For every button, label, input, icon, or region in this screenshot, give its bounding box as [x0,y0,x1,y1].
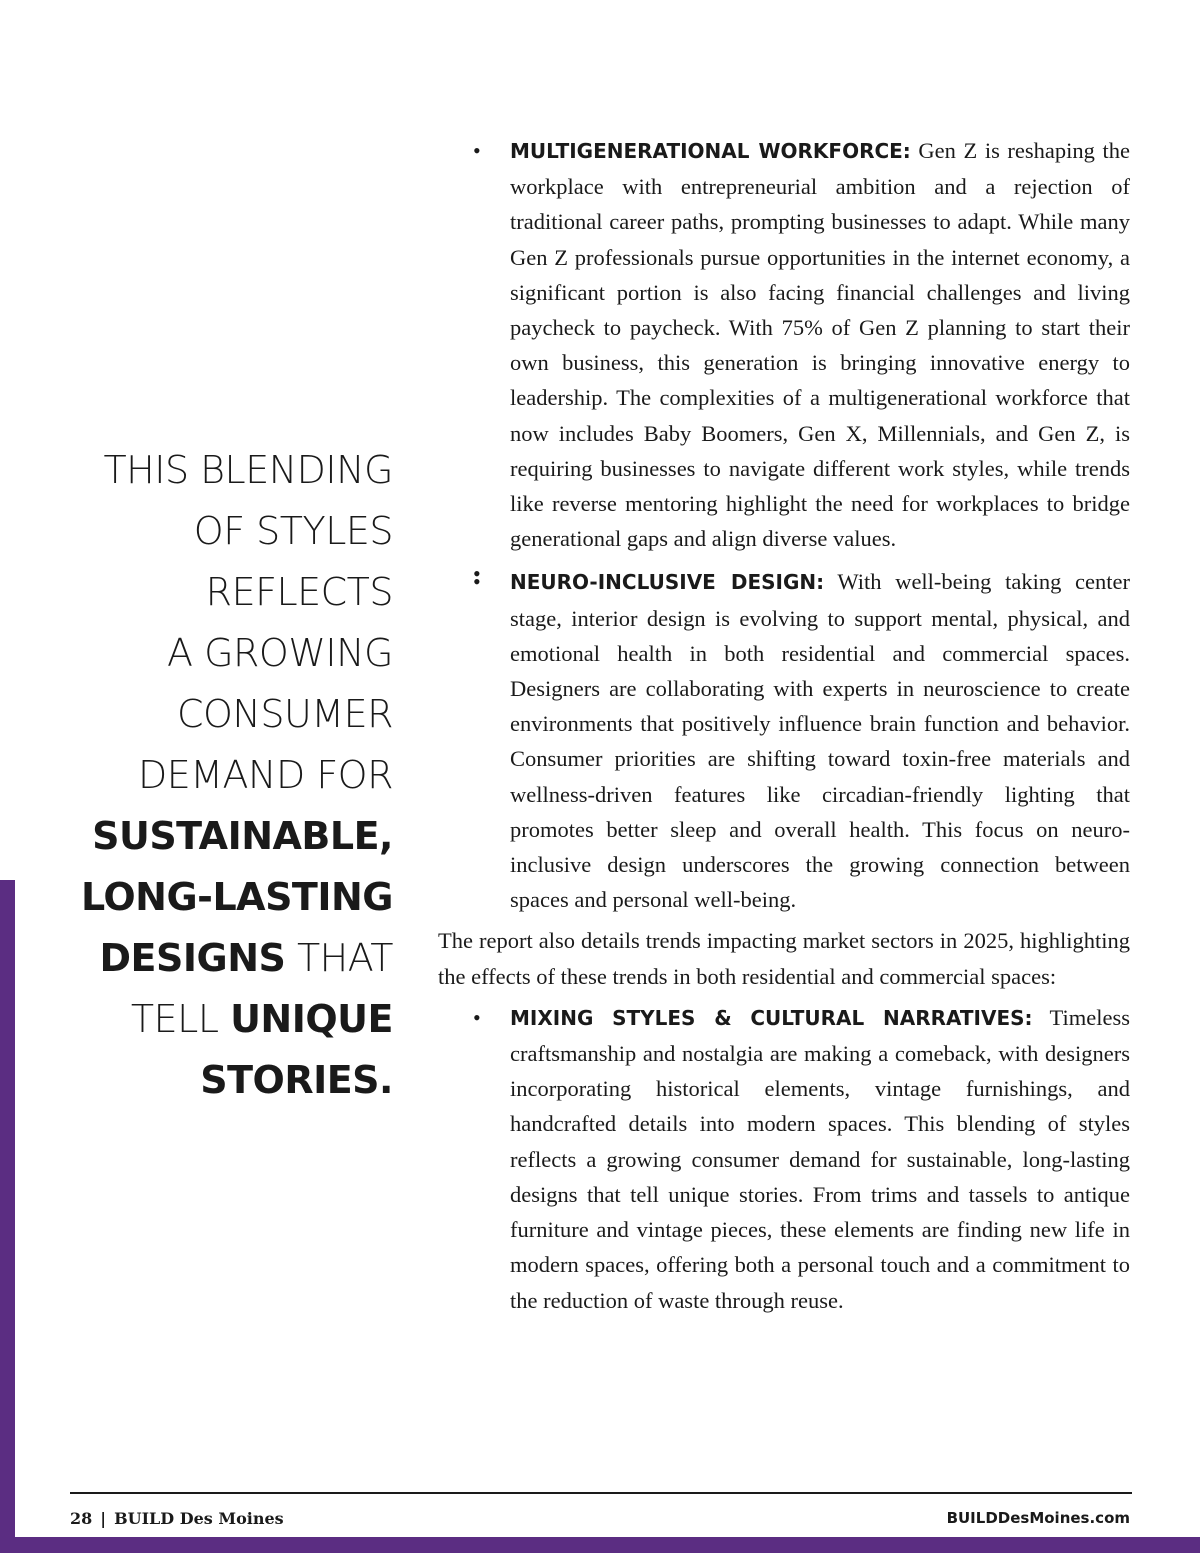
article-body [438,133,1130,1318]
pull-quote-line: A GROWING [167,631,393,675]
pull-quote-line: REFLECTS [205,570,393,614]
list-item [438,1000,1130,1318]
bullet-text: Gen Z is reshaping the workplace with entrepreneurial ambition and a rejection of traditional career paths, prompting businesses to adapt. While many Gen Z professionals pursue opportunities in the internet economy, a significant portion is also facing financial challenges and living paycheck to paycheck. With 75% of Gen Z planning to start their own business, this generation is bringing innovative energy to leadership. The complexities of a multigenerational workforce that now includes Baby Boomers, Gen X, Millennials, and Gen Z, is requiring businesses to navigate different work styles, while trends like reverse mentoring highlight the need for workplaces to bridge generational gaps and align diverse values. [510,138,1130,552]
pull-quote-line: DEMAND FOR [138,753,393,797]
pull-quote-bold: DESIGNS [99,936,286,980]
footer-divider [70,1492,1132,1494]
publication-name: BUILD Des Moines [114,1509,284,1528]
list-item [438,133,1130,556]
accent-bar-bottom [0,1537,1200,1553]
pull-quote-light: TELL [130,997,231,1041]
pull-quote-line: THIS BLENDING [103,448,393,492]
body-paragraph: The report also details trends impacting market sectors in 2025, highlighting the effects of these trends in both residential and commercial spaces: [438,928,1130,989]
pull-quote-line: LONG-LASTING [81,875,393,919]
pull-quote-light: THAT [285,936,393,980]
bullet-heading: MIXING STYLES & CULTURAL NARRATIVES: [510,1005,1033,1030]
footer-page-info [70,1509,284,1528]
pull-quote-line: STORIES. [200,1058,393,1102]
pull-quote-line: OF STYLES [193,509,393,553]
footer-website: BUILDDesMoines.com [946,1509,1130,1527]
pull-quote-line: CONSUMER [176,692,393,736]
bullet-text: With well-being taking center stage, interior design is evolving to support mental, physical, and emotional health in both residential and commercial spaces. Designers are collaborating with experts in neuroscience to create environments that positively influence brain function and behavior. Consumer priorities are shifting toward toxin-free materials and wellness-driven features like circadian-friendly lighting that promotes better sleep and overall health. This focus on neuro-inclusive design underscores the growing connection between spaces and personal well-being. [510,569,1130,913]
pull-quote-line: SUSTAINABLE, [92,814,393,858]
bullet-text: Timeless craftsmanship and nostalgia are making a comeback, with designers incorporating historical elements, vintage furnishings, and handcrafted details into modern spaces. This blending of styles reflects a growing consumer demand for sustainable, long-lasting designs that tell unique stories. From trims and tassels to antique furniture and vintage pieces, these elements are finding new life in modern spaces, offering both a personal touch and a commitment to the reduction of waste through reuse. [510,1004,1130,1313]
trend-list-bottom [438,1000,1130,1318]
pull-quote-bold: UNIQUE [230,997,393,1041]
footer-separator: | [100,1509,107,1528]
accent-bar-left [0,880,15,1553]
pull-quote [60,440,393,1111]
trend-list-top [438,133,1130,917]
bullet-heading: MULTIGENERATIONAL WORKFORCE: [510,139,911,163]
bullet-heading: NEURO-INCLUSIVE DESIGN: [510,570,825,595]
pull-quote-line [60,989,393,1050]
list-spacer [438,556,1130,564]
list-item [438,564,1130,917]
pull-quote-line [60,928,393,989]
page-number: 28 [70,1509,93,1528]
